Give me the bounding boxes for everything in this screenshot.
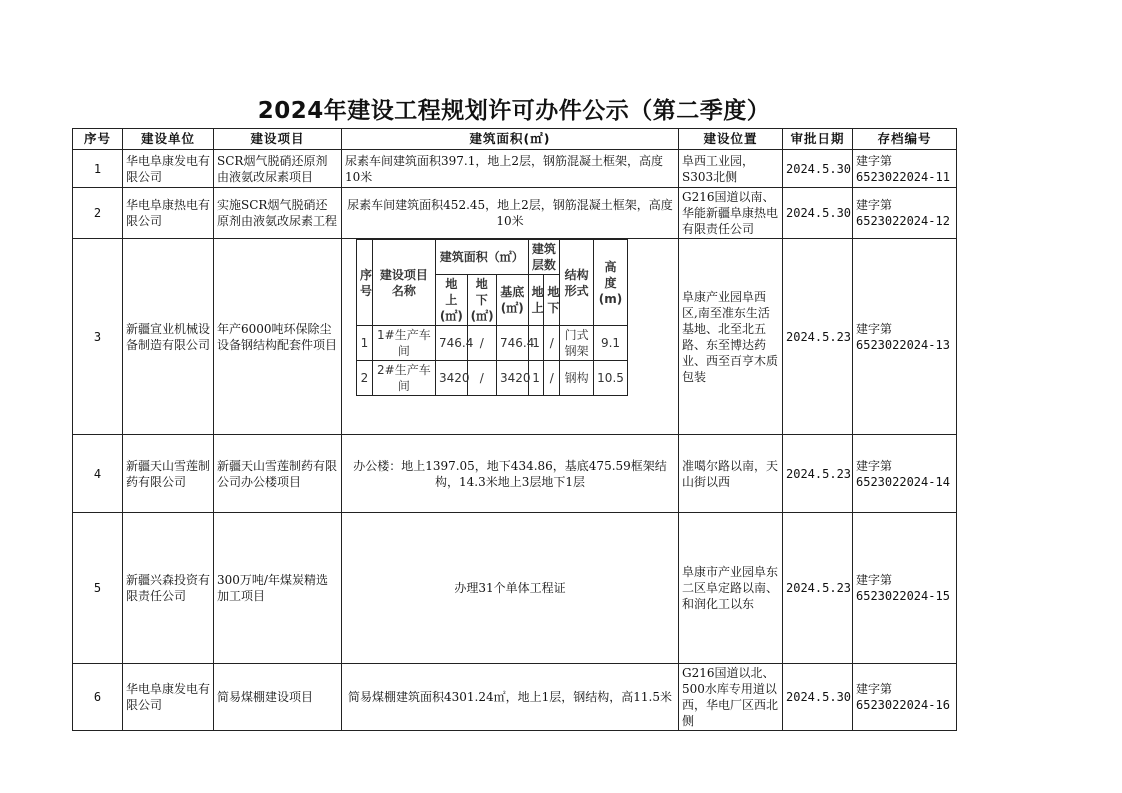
header-location: 建设位置 [679, 129, 783, 150]
cell-project: 实施SCR烟气脱硝还原剂由液氨改尿素工程 [214, 188, 342, 239]
embed-header-below: 地下(㎡) [467, 275, 496, 326]
table-row [73, 513, 957, 664]
embed-cell: 1#生产车间 [372, 326, 435, 361]
cell-unit: 新疆宣业机械设备制造有限公司 [123, 239, 214, 435]
cell-seq: 5 [73, 513, 123, 664]
table-header-row [73, 129, 957, 150]
embed-cell: 1 [528, 326, 544, 361]
embed-row [357, 361, 628, 396]
cell-project: 新疆天山雪莲制药有限公司办公楼项目 [214, 435, 342, 513]
header-unit: 建设单位 [123, 129, 214, 150]
cell-unit: 新疆天山雪莲制药有限公司 [123, 435, 214, 513]
embed-cell: 门式钢架 [560, 326, 594, 361]
cell-archive: 建字第6523022024-16 [853, 664, 957, 731]
embed-cell: / [544, 361, 560, 396]
cell-seq: 6 [73, 664, 123, 731]
embed-header-struct: 结构形式 [560, 240, 594, 326]
cell-date: 2024.5.23 [783, 239, 853, 435]
cell-location: G216国道以北、500水库专用道以西，华电厂区西北侧 [679, 664, 783, 731]
embed-header-name: 建设项目名称 [372, 240, 435, 326]
cell-area: 尿素车间建筑面积397.1，地上2层，钢筋混凝土框架，高度10米 [342, 150, 679, 188]
cell-seq: 3 [73, 239, 123, 435]
cell-date: 2024.5.30 [783, 188, 853, 239]
cell-unit: 华电阜康发电有限公司 [123, 150, 214, 188]
header-area: 建筑面积(㎡) [342, 129, 679, 150]
permit-table [72, 128, 957, 731]
table-row [73, 188, 957, 239]
embed-header-seq: 序号 [357, 240, 373, 326]
cell-seq: 4 [73, 435, 123, 513]
embed-header-down: 地下 [544, 275, 560, 326]
embed-cell: 1 [357, 326, 373, 361]
cell-date: 2024.5.23 [783, 435, 853, 513]
embed-row [357, 326, 628, 361]
embed-cell: 10.5 [594, 361, 628, 396]
cell-area: 办理31个单体工程证 [342, 513, 679, 664]
cell-archive: 建字第6523022024-12 [853, 188, 957, 239]
cell-location: 阜康市产业园阜东二区阜定路以南、和润化工以东 [679, 513, 783, 664]
embed-cell: 钢构 [560, 361, 594, 396]
cell-area: 尿素车间建筑面积452.45，地上2层，钢筋混凝土框架，高度10米 [342, 188, 679, 239]
cell-area [342, 239, 679, 435]
embed-header-height: 高 度(m) [594, 240, 628, 326]
cell-location: G216国道以南、华能新疆阜康热电有限责任公司 [679, 188, 783, 239]
embed-cell: / [467, 361, 496, 396]
cell-unit: 新疆兴森投资有限责任公司 [123, 513, 214, 664]
header-project: 建设项目 [214, 129, 342, 150]
table-row [73, 664, 957, 731]
cell-date: 2024.5.30 [783, 664, 853, 731]
cell-area: 简易煤棚建筑面积4301.24㎡，地上1层，钢结构，高11.5米 [342, 664, 679, 731]
cell-project: SCR烟气脱硝还原剂由液氨改尿素项目 [214, 150, 342, 188]
cell-archive: 建字第6523022024-13 [853, 239, 957, 435]
cell-unit: 华电阜康发电有限公司 [123, 664, 214, 731]
embed-cell: 2 [357, 361, 373, 396]
cell-project: 300万吨/年煤炭精选加工项目 [214, 513, 342, 664]
embedded-area-table [356, 239, 628, 396]
header-archive: 存档编号 [853, 129, 957, 150]
embed-header-base: 基底(㎡) [496, 275, 528, 326]
embed-cell: 746.4 [436, 326, 468, 361]
cell-seq: 1 [73, 150, 123, 188]
embed-cell: 2#生产车间 [372, 361, 435, 396]
cell-unit: 华电阜康热电有限公司 [123, 188, 214, 239]
cell-project: 年产6000吨环保除尘设备钢结构配套件项目 [214, 239, 342, 435]
table-row [73, 150, 957, 188]
embed-cell: 1 [528, 361, 544, 396]
cell-project: 简易煤棚建设项目 [214, 664, 342, 731]
embed-cell: 746.4 [496, 326, 528, 361]
header-date: 审批日期 [783, 129, 853, 150]
embed-cell: 3420 [436, 361, 468, 396]
cell-location: 阜西工业园，S303北侧 [679, 150, 783, 188]
embed-header-up: 地上 [528, 275, 544, 326]
embed-header-area: 建筑面积（㎡） [436, 240, 529, 275]
embed-cell: 9.1 [594, 326, 628, 361]
embed-cell: / [544, 326, 560, 361]
embed-cell: 3420 [496, 361, 528, 396]
header-seq: 序号 [73, 129, 123, 150]
cell-seq: 2 [73, 188, 123, 239]
cell-archive: 建字第6523022024-14 [853, 435, 957, 513]
cell-area: 办公楼：地上1397.05，地下434.86，基底475.59框架结构，14.3米地上3层地下1层 [342, 435, 679, 513]
cell-archive: 建字第6523022024-15 [853, 513, 957, 664]
embed-header-above: 地 上(㎡) [436, 275, 468, 326]
cell-date: 2024.5.23 [783, 513, 853, 664]
embed-cell: / [467, 326, 496, 361]
cell-location: 阜康产业园阜西区,南至准东生活基地、北至北五路、东至博达药业、西至百亨木质包装 [679, 239, 783, 435]
cell-archive: 建字第6523022024-11 [853, 150, 957, 188]
embed-header-floors: 建筑层数 [528, 240, 560, 275]
table-row [73, 435, 957, 513]
page-title: 2024年建设工程规划许可办件公示（第二季度） [257, 98, 771, 124]
cell-date: 2024.5.30 [783, 150, 853, 188]
cell-location: 准噶尔路以南，天山街以西 [679, 435, 783, 513]
table-row [73, 239, 957, 435]
